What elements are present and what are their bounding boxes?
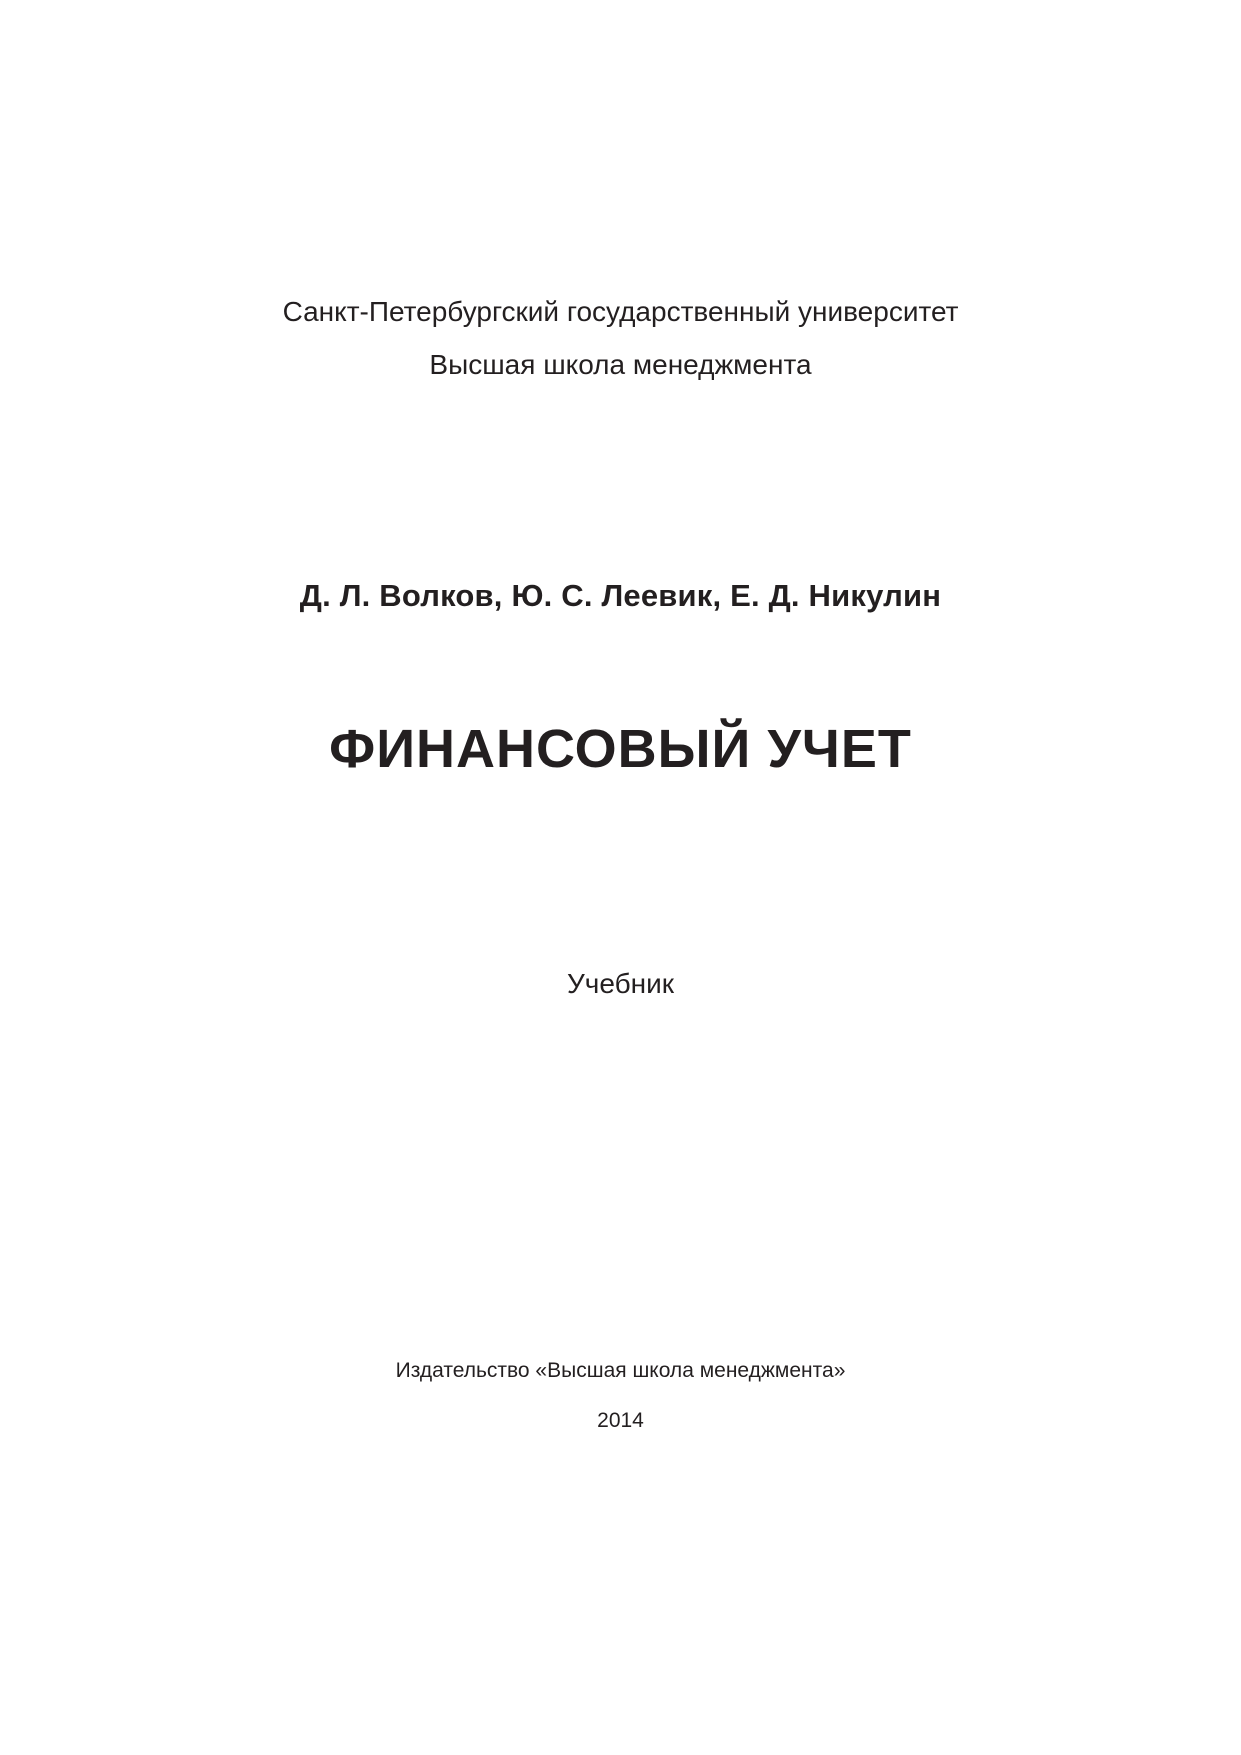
authors: Д. Л. Волков, Ю. С. Леевик, Е. Д. Никулин <box>299 578 942 613</box>
document-type: Учебник <box>566 968 675 999</box>
school-name: Высшая школа менеджмента <box>429 349 812 380</box>
institution-name: Санкт-Петербургский государственный университет <box>282 296 959 327</box>
publication-year: 2014 <box>597 1409 644 1432</box>
publisher: Издательство «Высшая школа менеджмента» <box>395 1359 846 1382</box>
book-title: ФИНАНСОВЫЙ УЧЕТ <box>329 719 912 779</box>
